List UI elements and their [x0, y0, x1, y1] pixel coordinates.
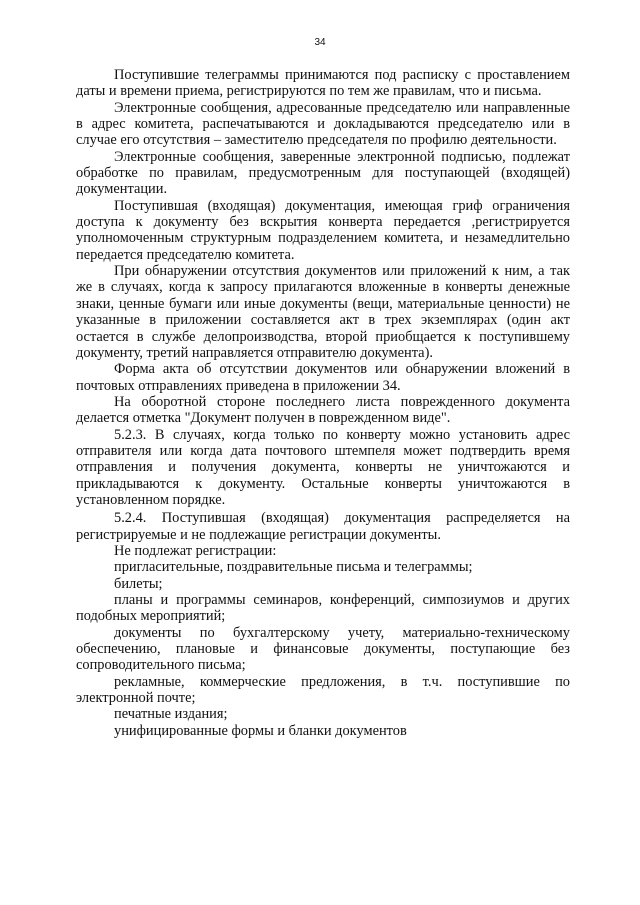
paragraph-electronic-messages: Электронные сообщения, адресованные председателю или направленные в адрес комитета, распечатываются и докладываются председателю или в случае его отсутствия – заместителю председателя по профилю деятельности.	[76, 99, 570, 149]
paragraph-restricted-documents: Поступившая (входящая) документация, имеющая гриф ограничения доступа к документу без вскрытия конверта передается ,регистрируется уполномоченным структурным подразделением комитета, и незамедлительно передается председателю комитета.	[76, 197, 570, 263]
paragraph-act-form: Форма акта об отсутствии документов или обнаружении вложений в почтовых отправлениях приведена в приложении 34.	[76, 361, 570, 394]
list-item-tickets: билеты;	[114, 575, 163, 592]
list-item-unified-forms: унифицированные формы и бланки документов	[114, 722, 407, 739]
paragraph-5-2-4: 5.2.4. Поступившая (входящая) документация распределяется на регистрируемые и не подлежащие регистрации документы.	[76, 510, 570, 543]
paragraph-missing-documents-act: При обнаружении отсутствия документов или приложений к ним, а так же в случаях, когда к запросу прилагаются вложенные в конверты денежные знаки, ценные бумаги или иные документы (вещи, материальные ценности) не указанные в приложении составляется акт в трех экземплярах (один акт остается в службе делопроизводства, второй приобщается к поступившему документу, третий направляется отправителю документа).	[76, 263, 570, 361]
paragraph-telegrams: Поступившие телеграммы принимаются под расписку с проставлением даты и времени приема, регистрируются по тем же правилам, что и письма.	[76, 67, 570, 100]
list-item-seminar-plans: планы и программы семинаров, конференций, симпозиумов и других подобных мероприятий;	[76, 592, 570, 625]
list-item-printed-editions: печатные издания;	[114, 706, 228, 723]
paragraph-signed-messages: Электронные сообщения, заверенные электронной подписью, подлежат обработке по правилам, предусмотренным для поступающей (входящей) документации.	[76, 148, 570, 198]
list-item-advertising: рекламные, коммерческие предложения, в т.ч. поступившие по электронной почте;	[76, 673, 570, 707]
list-item-accounting-documents: документы по бухгалтерскому учету, материально-техническому обеспечению, плановые и финансовые документы, поступающие без сопроводительного письма;	[76, 624, 570, 674]
list-heading-not-registered: Не подлежат регистрации:	[114, 542, 277, 559]
body-text	[76, 67, 570, 739]
paragraph-5-2-3: 5.2.3. В случаях, когда только по конверту можно установить адрес отправителя или когда дата почтового штемпеля может подтвердить время отправления и получения документа, конверты не уничтожаются и прикладываются к документу. Остальные конверты уничтожаются в установленном порядке.	[76, 426, 570, 508]
page-number: 34	[314, 37, 326, 48]
paragraph-damaged-document: На оборотной стороне последнего листа поврежденного документа делается отметка "Документ получен в поврежденном виде".	[76, 393, 570, 427]
list-item-invitations: пригласительные, поздравительные письма и телеграммы;	[114, 559, 473, 576]
